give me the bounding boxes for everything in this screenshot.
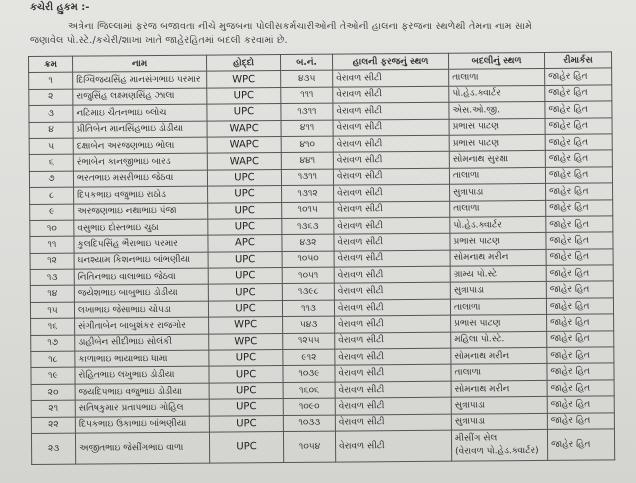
cell-post: WPC: [207, 71, 281, 88]
cell-buckle-no: ૧૬૦૬: [283, 382, 335, 399]
cell-remarks: જાહેર હિત: [547, 380, 614, 397]
intro-line-1: અત્રેના જિલ્લામાં ફરજ બજાવતા નીચે મુજબના પોલીસકર્મચારીઓની તેઓની હાલના ફરજના સ્થળેથી તેમના નામ સામે: [68, 21, 533, 32]
cell-remarks: જાહેર હિત: [546, 216, 613, 233]
header-remarks: રીમાર્કસ: [544, 52, 611, 69]
cell-name: દિપકભાઇ ઉકાભાઇ બાંભણીયા: [75, 416, 209, 433]
cell-transfer-place: [451, 429, 547, 461]
cell-current-place: વેરાવળ સીટી: [335, 397, 451, 414]
cell-buckle-no: ૧૦૩૯: [283, 366, 335, 383]
cell-remarks: જાહેર હિત: [546, 298, 613, 315]
header-buckle-no: બ.નં.: [280, 54, 332, 71]
cell-name: લખાભાઇ જેસાભાઇ ચોપડા: [74, 301, 208, 318]
cell-post: UPC: [208, 300, 282, 317]
cell-buckle-no: ૧૩૧૨: [282, 185, 334, 202]
cell-buckle-no: ૧૦૯૦: [283, 398, 335, 415]
cell-buckle-no: ૪૪૧: [281, 152, 333, 169]
cell-remarks: જાહેર હિત: [545, 85, 612, 102]
cell-current-place: વેરાવળ સીટી: [335, 414, 451, 431]
cell-post: UPC: [209, 382, 283, 399]
cell-transfer-place: તાલાળા: [450, 200, 546, 217]
cell-transfer-place: ગ્રામ્ય પો.સ્ટે: [450, 266, 546, 283]
cell-name: અજીતભાઇ જેસીંગભાઇ વાળા: [75, 432, 209, 464]
cell-remarks: જાહેર હિત: [545, 68, 612, 85]
cell-name: અરજણભાઇ નથાભાઇ પંજા: [74, 203, 208, 220]
cell-post: UPC: [208, 268, 282, 285]
cell-name: રાજુસિંહ લક્ષ્મણસિંહ ઝાલા: [73, 88, 207, 105]
header-sr: ક્રમ: [29, 56, 73, 73]
cell-buckle-no: ૫૪૩: [283, 316, 335, 333]
cell-sr: ૨૨: [31, 417, 75, 434]
cell-post: UPC: [207, 87, 281, 104]
cell-transfer-place: તાલાળા: [450, 298, 546, 315]
cell-sr: ૭: [29, 171, 73, 188]
cell-post: UPC: [208, 284, 282, 301]
cell-sr: ૩: [29, 105, 73, 122]
cell-name: દક્ષાબેન અરજણભાઇ ભોલા: [73, 137, 207, 154]
cell-post: UPC: [209, 431, 283, 463]
cell-sr: ૨૧: [31, 400, 75, 417]
cell-remarks: જાહેર હિત: [546, 265, 613, 282]
cell-post: UPC: [209, 415, 283, 432]
cell-buckle-no: ૧૧૩: [282, 300, 334, 317]
cell-remarks: જાહેર હિત: [546, 183, 613, 200]
cell-current-place: વેરાવળ સીટી: [335, 348, 451, 365]
cell-sr: ૧: [29, 73, 73, 90]
cell-remarks: જાહેર હિત: [547, 314, 614, 331]
transfer-place-line-1: મીસીંગ સેલ: [454, 433, 498, 444]
cell-buckle-no: ૧૨૫૫: [283, 333, 335, 350]
cell-current-place: વેરાવળ સીટી: [335, 315, 451, 332]
cell-post: UPC: [208, 218, 282, 235]
cell-transfer-place: સુત્રાપાડા: [450, 184, 546, 201]
cell-post: UPC: [209, 399, 283, 416]
cell-remarks: જાહેર હિત: [547, 347, 614, 364]
cell-transfer-place: તાલાળા: [449, 69, 545, 86]
cell-buckle-no: ૧૩૬૩: [282, 218, 334, 235]
cell-buckle-no: ૪૩૫: [281, 70, 333, 87]
cell-remarks: જાહેર હિત: [545, 134, 612, 151]
header-name: નામ: [73, 55, 207, 72]
cell-name: જયેશભાઇ બાબુભાઇ ડોડીયા: [74, 285, 208, 302]
cell-name: પ્રીતિબેન માનસિંહભાઇ ડોડીયા: [73, 121, 207, 138]
cell-sr: ૬: [29, 154, 73, 171]
cell-remarks: જાહેર હિત: [547, 363, 614, 380]
cell-transfer-place: પ્રભાસ પાટણ: [449, 118, 545, 135]
cell-remarks: જાહેર હિત: [546, 199, 613, 216]
cell-buckle-no: ૪૩૨: [282, 234, 334, 251]
cell-sr: ૧૭: [31, 335, 75, 352]
cell-post: WAPC: [207, 153, 281, 170]
cell-name: રોહિતભાઇ લખુભાઇ ડોડીયા: [75, 367, 209, 384]
cell-remarks: જાહેર હિત: [547, 396, 614, 413]
cell-transfer-place: પ્રભાસ પાટણ: [450, 233, 546, 250]
cell-name: સતિષકુમાર પ્રતાપભાઇ ગોહિલ: [75, 399, 209, 416]
cell-sr: ૮: [30, 187, 74, 204]
cell-post: UPC: [209, 366, 283, 383]
cell-remarks: જાહેર હિત: [546, 281, 613, 298]
cell-remarks: જાહેર હિત: [546, 232, 613, 249]
cell-remarks: જાહેર હિત: [547, 331, 614, 348]
cell-buckle-no: ૧૩૧૧: [281, 103, 333, 120]
cell-current-place: વેરાવળ સીટી: [334, 283, 450, 300]
cell-current-place: વેરાવળ સીટી: [335, 332, 451, 349]
cell-current-place: વેરાવળ સીટી: [333, 86, 449, 103]
cell-buckle-no: ૧૦૩૩: [283, 415, 335, 432]
cell-post: WPC: [209, 333, 283, 350]
cell-transfer-place: સોમનાથ મરીન: [450, 249, 546, 266]
cell-name: જયદિપભાઇ વજુભાઇ ડોડીયા: [75, 383, 209, 400]
cell-transfer-place: સુત્રાપાડા: [450, 282, 546, 299]
cell-current-place: વેરાવળ સીટી: [333, 102, 449, 119]
cell-name: રંભાબેન કાનજીભાઇ બારડ: [73, 153, 207, 170]
cell-post: UPC: [208, 202, 282, 219]
cell-current-place: વેરાવળ સીટી: [333, 135, 449, 152]
cell-transfer-place: તાલાળા: [449, 167, 545, 184]
cell-name: વસુભાઇ દોસ્તભાઇ ચુઠા: [74, 219, 208, 236]
cell-current-place: વેરાવળ સીટી: [335, 430, 451, 462]
cell-sr: ૧૧: [30, 236, 74, 253]
cell-name: ઘનશ્યામ કિશનભાઇ બાંભણીયા: [74, 252, 208, 269]
cell-post: WAPC: [207, 136, 281, 153]
cell-current-place: વેરાવળ સીટી: [333, 152, 449, 169]
cell-remarks: જાહેર હિત: [545, 101, 612, 118]
cell-sr: ૪: [29, 122, 73, 139]
cell-current-place: વેરાવળ સીટી: [334, 217, 450, 234]
cell-current-place: વેરાવળ સીટી: [335, 381, 451, 398]
cell-sr: ૧૬: [31, 318, 75, 335]
cell-name: દિપકભાઇ વજુભાઇ રાઠોડ: [74, 186, 208, 203]
cell-sr: ૨૦: [31, 384, 75, 401]
cell-transfer-place: પ્રભાસ પાટણ: [451, 315, 547, 332]
cell-transfer-place: એસ.ઓ.જી.: [449, 102, 545, 119]
cell-buckle-no: ૪૧૧: [281, 120, 333, 137]
cell-post: APC: [208, 235, 282, 252]
header-transfer-place: બદલીનું સ્થળ: [448, 52, 544, 69]
cell-current-place: વેરાવળ સીટી: [334, 250, 450, 267]
table-row: [31, 429, 614, 465]
cell-current-place: વેરાવળ સીટી: [333, 119, 449, 136]
cell-sr: ૨૩: [31, 433, 75, 464]
cell-buckle-no: ૧૩૧૧: [281, 169, 333, 186]
order-intro: [30, 20, 620, 48]
cell-sr: ૧૦: [30, 220, 74, 237]
cell-post: UPC: [209, 350, 283, 367]
cell-remarks: જાહેર હિત: [547, 429, 614, 461]
cell-name: કાળાભાઇ ભાયાભાઇ ધામા: [75, 350, 209, 367]
cell-sr: ૧૯: [31, 368, 75, 385]
cell-sr: ૧૮: [31, 351, 75, 368]
cell-sr: ૨: [29, 89, 73, 106]
header-post: હોદ્દો: [206, 55, 280, 72]
cell-buckle-no: ૧૦૧૫: [282, 202, 334, 219]
cell-transfer-place: સુત્રાપાડા: [451, 413, 547, 430]
cell-buckle-no: ૧૦૫૪: [283, 431, 335, 462]
transfer-place-line-2: (વેરાવળ પો.હેડ.ક્વાર્ટર): [455, 445, 539, 457]
cell-transfer-place: મહિલા પો.સ્ટે.: [451, 331, 547, 348]
cell-current-place: વેરાવળ સીટી: [334, 184, 450, 201]
cell-post: UPC: [208, 251, 282, 268]
transfer-table: [28, 51, 615, 465]
cell-name: નટિમાઇ ચૈતનભાઇ બ્લોચ: [73, 104, 207, 121]
cell-sr: ૧૨: [30, 253, 74, 270]
cell-current-place: વેરાવળ સીટી: [334, 201, 450, 218]
order-title: કચેરી હુકમ :-: [30, 2, 90, 13]
cell-transfer-place: પ્રભાસ પાટણ: [449, 134, 545, 151]
cell-name: કુલદિપસિંહ ભૈરાભાઇ પરમાર: [74, 235, 208, 252]
cell-buckle-no: ૧૦૫૦: [282, 251, 334, 268]
cell-current-place: વેરાવળ સીટી: [334, 299, 450, 316]
cell-post: WPC: [209, 317, 283, 334]
cell-name: દિગ્વિજયસિંહ માનસંગભાઇ પરમાર: [73, 71, 207, 88]
cell-name: ડાહીબેન સીદીભાઇ સોલંકી: [75, 334, 209, 351]
cell-current-place: વેરાવળ સીટી: [333, 168, 449, 185]
cell-transfer-place: સુત્રાપાડા: [451, 397, 547, 414]
cell-post: UPC: [208, 186, 282, 203]
cell-transfer-place: સોમનાથ મરીન: [451, 347, 547, 364]
cell-sr: ૧૩: [30, 269, 74, 286]
cell-transfer-place: સોમનાથ સુરક્ષા: [449, 151, 545, 168]
cell-sr: ૫: [29, 138, 73, 155]
cell-post: UPC: [207, 104, 281, 121]
cell-buckle-no: ૪૧૦: [281, 136, 333, 153]
cell-sr: ૧૫: [30, 302, 74, 319]
cell-transfer-place: તાલાળા: [451, 364, 547, 381]
cell-current-place: વેરાવળ સીટી: [334, 266, 450, 283]
cell-sr: ૯: [30, 204, 74, 221]
cell-sr: ૧૪: [30, 286, 74, 303]
cell-current-place: વેરાવળ સીટી: [335, 365, 451, 382]
cell-current-place: વેરાવળ સીટી: [334, 233, 450, 250]
cell-buckle-no: ૧૩૯૮: [282, 284, 334, 301]
cell-post: UPC: [207, 169, 281, 186]
cell-remarks: જાહેર હિત: [547, 412, 614, 429]
cell-current-place: વેરાવળ સીટી: [333, 70, 449, 87]
cell-name: સંગીતાબેન બાબુશંકર રાજગોર: [75, 317, 209, 334]
cell-transfer-place: પો.હેડ.ક્વાર્ટર: [450, 216, 546, 233]
cell-name: નિતિનભાઇ વાલાભાઇ જેઠવા: [74, 268, 208, 285]
cell-remarks: જાહેર હિત: [545, 150, 612, 167]
cell-remarks: જાહેર હિત: [545, 167, 612, 184]
cell-transfer-place: સોમનાથ મરીન: [451, 380, 547, 397]
cell-name: ભરતભાઇ મસરીભાઇ જેઠવા: [73, 170, 207, 187]
cell-buckle-no: ૧૦૫૧: [282, 267, 334, 284]
cell-remarks: જાહેર હિત: [546, 249, 613, 266]
cell-post: WAPC: [207, 120, 281, 137]
cell-remarks: જાહેર હિત: [545, 117, 612, 134]
table-body: [29, 68, 615, 464]
cell-transfer-place: પો.હેડ.ક્વાર્ટર: [449, 85, 545, 102]
cell-buckle-no: ૯૧૨: [283, 349, 335, 366]
intro-line-2: જણાવેલ પો.સ્ટે./કચેરી/શાખા ખાતે જાહેરહિતમાં બદલી કરવામાં છે.: [30, 35, 288, 46]
cell-buckle-no: ૧૧૧: [281, 87, 333, 104]
header-current-place: હાલની ફરજનું સ્થળ: [332, 53, 448, 70]
